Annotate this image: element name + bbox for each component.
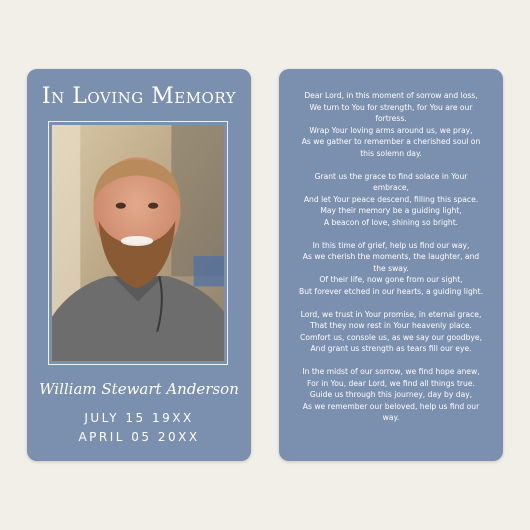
prayer-line: Dear Lord, in this moment of sorrow and loss, [304,91,478,100]
prayer-line: But forever etched in our hearts, a guiding light. [299,286,483,296]
prayer-line: For in You, dear Lord, we find all things true. [307,378,475,388]
prayer-line: In this time of grief, help us find our way, [312,240,470,250]
photo-frame [48,121,228,365]
prayer-text [287,90,495,435]
prayer-line: Wrap Your loving arms around us, we pray, [309,125,473,135]
prayer-stanza [287,309,495,355]
prayer-stanza [287,366,495,424]
prayer-line: Lord, we trust in Your promise, in eternal grace, [300,309,482,319]
memorial-card-front [27,69,251,461]
prayer-line: way. [382,413,400,422]
prayer-line: As we remember our beloved, help us find our [302,401,480,411]
prayer-stanza [287,90,495,159]
prayer-line: fortress. [375,114,407,123]
prayer-line: May their memory be a guiding light, [320,206,462,215]
portrait-image [52,125,224,361]
prayer-line: In the midst of our sorrow, we find hope anew, [302,367,480,376]
death-date: APRIL 05 20XX [78,430,200,444]
prayer-line: And let Your peace descend, filling this space. [303,194,479,204]
portrait-photo [52,125,224,361]
prayer-line: Comfort us, console us, as we say our goodbye, [300,332,482,342]
prayer-line: We turn to You for strength, for You are our [309,102,473,112]
prayer-line: this solemn day. [360,148,422,158]
prayer-stanza [287,240,495,298]
birth-date: JULY 15 19XX [84,411,194,425]
prayer-line: As we gather to remember a cherished soul on [301,137,481,146]
prayer-line: And grant us strength as tears fill our eye. [310,344,472,353]
prayer-line: Grant us the grace to find solace in Your [314,171,468,181]
prayer-line: embrace, [373,183,409,192]
prayer-line: the sway. [373,263,409,273]
prayer-line: A beacon of love, shining so bright. [323,217,459,227]
prayer-line: As we cherish the moments, the laughter, and [302,252,480,261]
prayer-line: That they now rest in Your heavenly place. [310,321,472,330]
card-title: In Loving Memory [41,84,237,109]
prayer-line: Of their life, now gone from our sight, [319,275,463,284]
deceased-name: William Stewart Anderson [39,380,239,398]
memorial-card-back [279,69,503,461]
prayer-stanza [287,171,495,229]
prayer-line: Guide us through this journey, day by day, [309,390,473,399]
